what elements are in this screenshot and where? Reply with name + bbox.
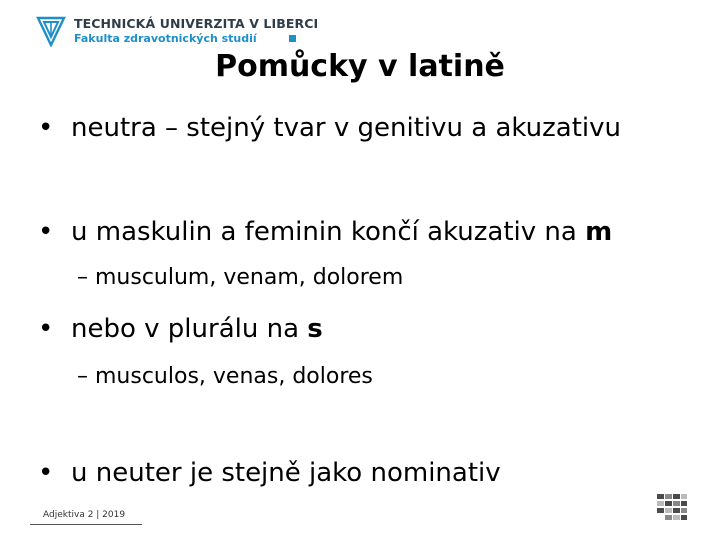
sub-item: [77, 362, 373, 392]
bullet-item: [38, 456, 501, 490]
footer-divider: [30, 524, 142, 525]
university-emblem-icon: [35, 15, 67, 47]
bullet-dot-icon: •: [38, 458, 54, 488]
bullet-text: nebo v plurálu na: [71, 314, 308, 344]
bullet-item: [38, 312, 323, 346]
sub-text: musculum, venam, dolorem: [95, 265, 404, 290]
sub-dash-icon: –: [77, 265, 88, 290]
bullet-text: u maskulin a feminin končí akuzativ na: [71, 217, 586, 247]
bullet-text: u neuter je stejně jako nominativ: [71, 458, 501, 488]
sub-item: [77, 263, 403, 293]
logo-square-mark: [289, 35, 296, 42]
bullet-dot-icon: •: [38, 113, 54, 143]
bullet-dot-icon: •: [38, 217, 54, 247]
bullet-item: [38, 111, 621, 145]
bullet-dot-icon: •: [38, 314, 54, 344]
bullet-emphasis: s: [307, 314, 323, 344]
bullet-text: neutra – stejný tvar v genitivu a akuzativu: [71, 113, 621, 143]
bullet-item: [38, 215, 612, 249]
university-name: TECHNICKÁ UNIVERZITA V LIBERCI: [74, 16, 319, 31]
slide-title: Pomůcky v latině: [215, 49, 505, 84]
faculty-name: Fakulta zdravotnických studií: [74, 32, 257, 45]
grid-logo-icon: [657, 494, 687, 520]
sub-text: musculos, venas, dolores: [95, 364, 373, 389]
bullet-emphasis: m: [585, 217, 613, 247]
sub-dash-icon: –: [77, 364, 88, 389]
slide-footer: Adjektiva 2 | 2019: [43, 510, 126, 520]
university-logo: [35, 15, 319, 49]
